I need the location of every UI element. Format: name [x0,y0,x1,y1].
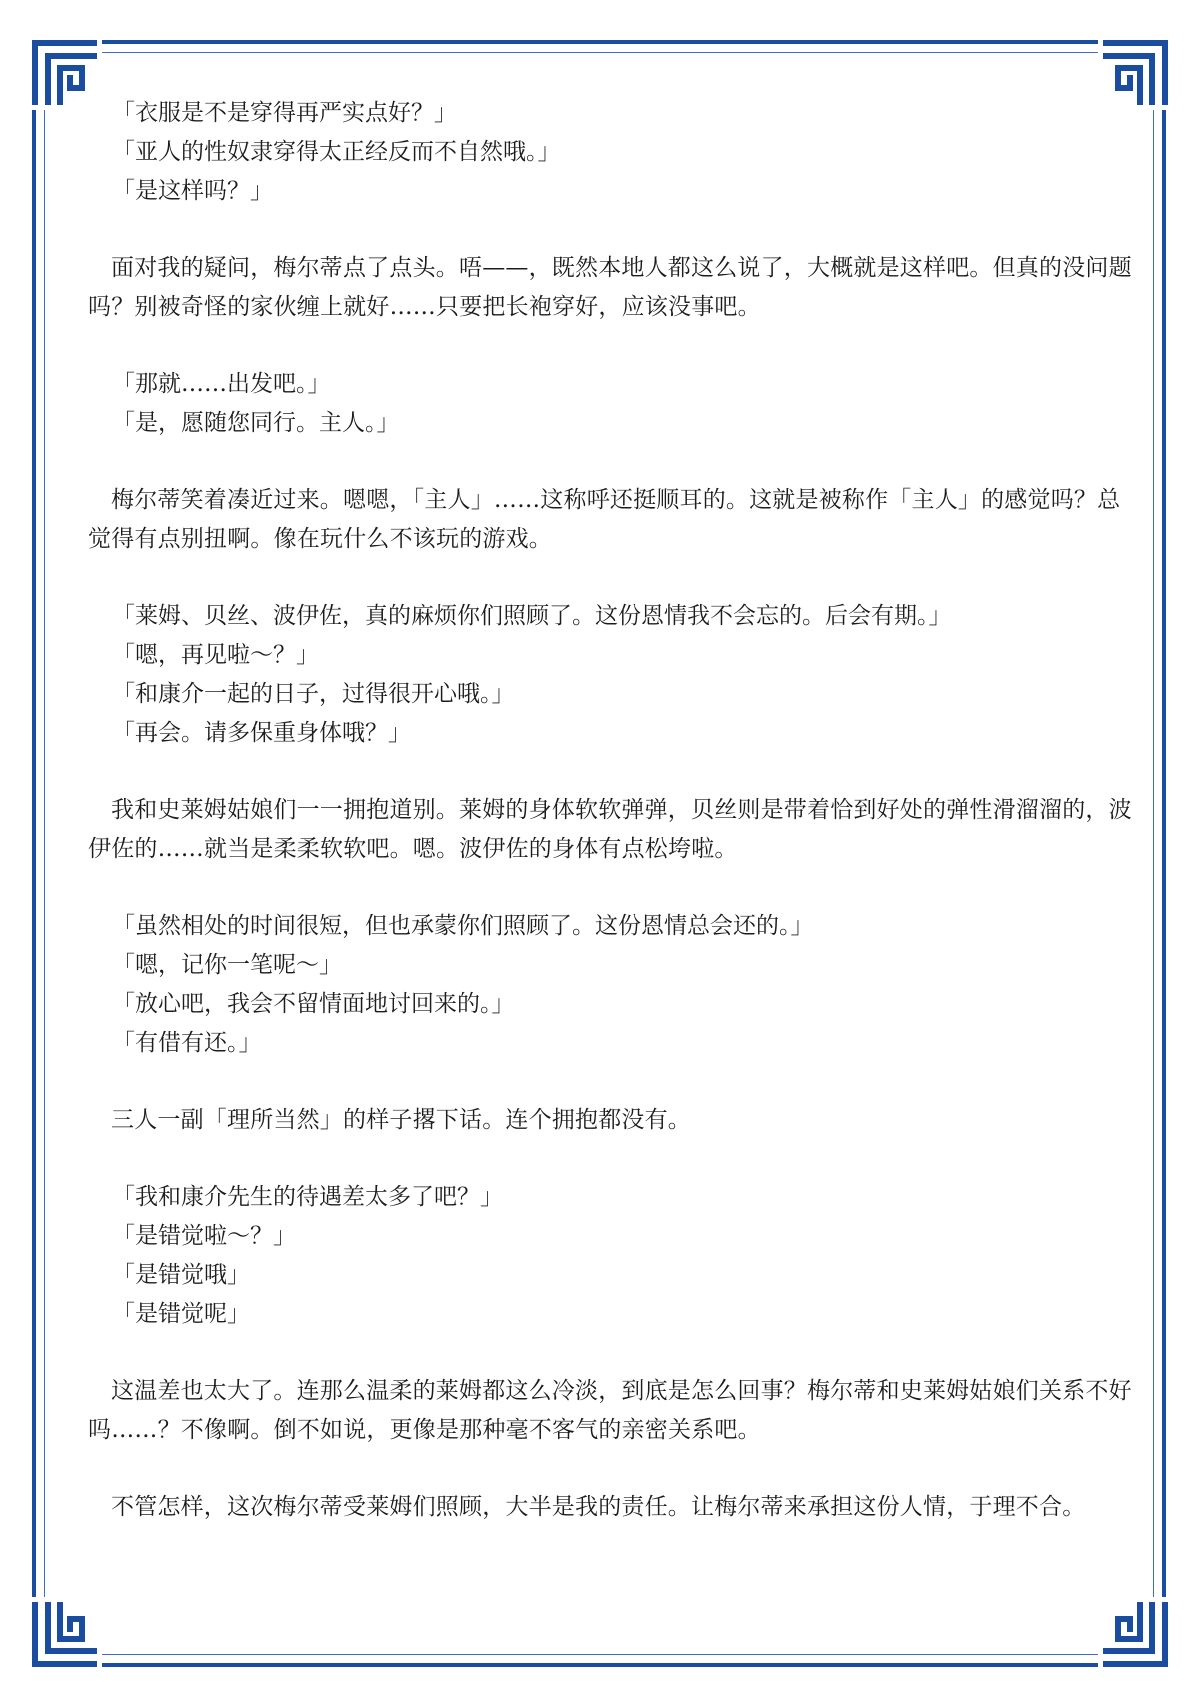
paragraph-gap [88,1063,1134,1101]
paragraph-gap [88,753,1134,791]
narration-paragraph: 我和史莱姆姑娘们一一拥抱道别。莱姆的身体软软弹弹，贝丝则是带着恰到好处的弹性滑溜溜的，波伊佐的……就当是柔柔软软吧。嗯。波伊佐的身体有点松垮啦。 [88,797,1132,862]
paragraph-gap [88,869,1134,907]
paragraph-gap [88,1334,1134,1372]
corner-ornament-icon [1098,1597,1176,1675]
dialogue-group [88,907,1134,1063]
dialogue-group [88,1178,1134,1334]
narration-paragraph: 三人一副「理所当然」的样子撂下话。连个拥抱都没有。 [111,1107,691,1133]
narration-paragraph: 这温差也太大了。连那么温柔的莱姆都这么冷淡，到底是怎么回事？梅尔蒂和史莱姆姑娘们关系不好吗……？不像啊。倒不如说，更像是那种毫不客气的亲密关系吧。 [88,1378,1132,1443]
dialogue-line: 「虽然相处的时间很短，但也承蒙你们照顾了。这份恩情总会还的。」 [112,913,814,939]
dialogue-line: 「亚人的性奴隶穿得太正经反而不自然哦。」 [112,139,561,165]
paragraph-gap [88,559,1134,597]
paragraph-gap [88,1450,1134,1488]
text-body [88,94,1134,1527]
dialogue-line: 「衣服是不是穿得再严实点好？」 [112,100,457,126]
dialogue-line: 「有借有还。」 [112,1030,262,1056]
narration-paragraph: 面对我的疑问，梅尔蒂点了点头。唔——，既然本地人都这么说了，大概就是这样吧。但真的没问题吗？别被奇怪的家伙缠上就好……只要把长袍穿好，应该没事吧。 [88,255,1132,320]
paragraph-gap [88,1140,1134,1178]
narration-paragraph: 不管怎样，这次梅尔蒂受莱姆们照顾，大半是我的责任。让梅尔蒂来承担这份人情，于理不合。 [111,1494,1086,1520]
dialogue-group [88,597,1134,753]
dialogue-line: 「那就……出发吧。」 [112,371,331,397]
narration-paragraph: 梅尔蒂笑着凑近过来。嗯嗯，「主人」……这称呼还挺顺耳的。这就是被称作「主人」的感觉吗？总觉得有点别扭啊。像在玩什么不该玩的游戏。 [88,487,1121,552]
paragraph-gap [88,443,1134,481]
dialogue-line: 「莱姆、贝丝、波伊佐，真的麻烦你们照顾了。这份恩情我不会忘的。后会有期。」 [112,603,952,629]
dialogue-line: 「和康介一起的日子，过得很开心哦。」 [112,681,515,707]
dialogue-line: 「嗯，再见啦～？」 [112,642,319,668]
dialogue-line: 「是错觉哦」 [112,1262,250,1288]
paragraph-gap [88,327,1134,365]
dialogue-line: 「再会。请多保重身体哦？」 [112,720,411,746]
dialogue-line: 「嗯，记你一笔呢～」 [112,952,342,978]
corner-ornament-icon [24,1597,102,1675]
dialogue-line: 「放心吧，我会不留情面地讨回来的。」 [112,991,515,1017]
dialogue-group [88,94,1134,211]
dialogue-line: 「是，愿随您同行。主人。」 [112,410,400,436]
dialogue-line: 「是错觉啦～？」 [112,1223,296,1249]
dialogue-line: 「我和康介先生的待遇差太多了吧？」 [112,1184,503,1210]
dialogue-group [88,365,1134,443]
dialogue-line: 「是这样吗？」 [112,178,273,204]
paragraph-gap [88,211,1134,249]
dialogue-line: 「是错觉呢」 [112,1301,250,1327]
